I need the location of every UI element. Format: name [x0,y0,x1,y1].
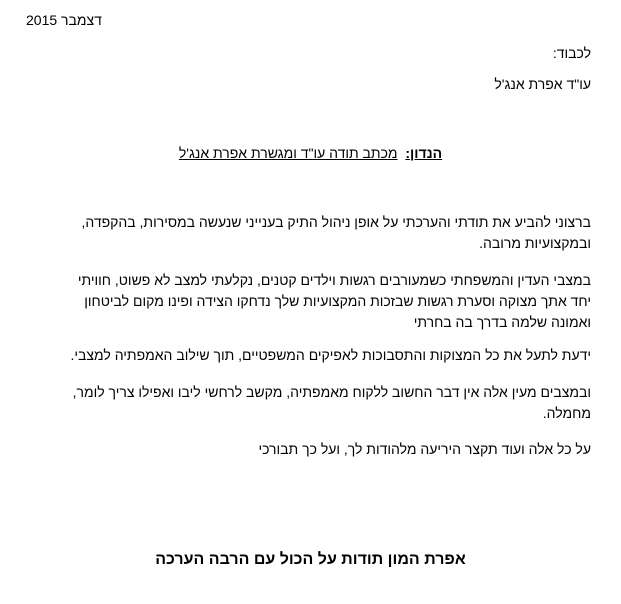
paragraph-line: ובמצבים מעין אלה אין דבר החשוב ללקוח מאמפתיה, מקשב לרחשי ליבו ואפילו צריך לומר, [72,384,591,400]
paragraph-line: ובמקצועיות מרובה. [479,235,591,251]
paragraph-line: ברצוני להביע את תודתי והערכתי על אופן ניהול התיק בענייני שנעשה במסירות, בהקפדה, [81,214,591,230]
subject-text: מכתב תודה עו"ד ומגשרת אפרת אנג'ל [178,145,398,161]
paragraph-closing [25,439,591,460]
paragraph-line: במצבי העדין והמשפחתי כשמעורבים רגשות וילדים קטנים, נקלעתי למצב לא פשוט, חוויתי [77,272,591,288]
paragraph-gratitude [25,212,591,254]
paragraph-line: ואמונה שלמה בדרך בה בחרתי [413,314,591,330]
signature-line: אפרת המון תודות על הכול עם הרבה הערכה [155,551,466,568]
letter-date: דצמבר 2015 [26,12,102,28]
subject-label: הנדון: [405,145,443,161]
paragraph-compassion [25,382,591,424]
recipient-name: עו"ד אפרת אנג'ל [494,76,591,92]
subject-line [0,145,621,161]
paragraph-line: ידעת לתעל את כל המצוקות והתסבוכות לאפיקים המשפטיים, תוך שילוב האמפתיה למצבי. [70,347,591,363]
paragraph-line: יחד אתך מצוקה וסערת רגשות שבזכות המקצועיות שלך נדחקו הצידה ופינו מקום לביטחון [84,293,591,309]
addressee-label: לכבוד: [552,45,591,61]
paragraph-line: על כל אלה ועוד תקצר היריעה מלהודות לך, ועל כך תבורכי [258,441,591,457]
paragraph-empathy [25,345,591,366]
paragraph-situation [25,270,591,333]
paragraph-line: מחמלה. [542,405,591,421]
